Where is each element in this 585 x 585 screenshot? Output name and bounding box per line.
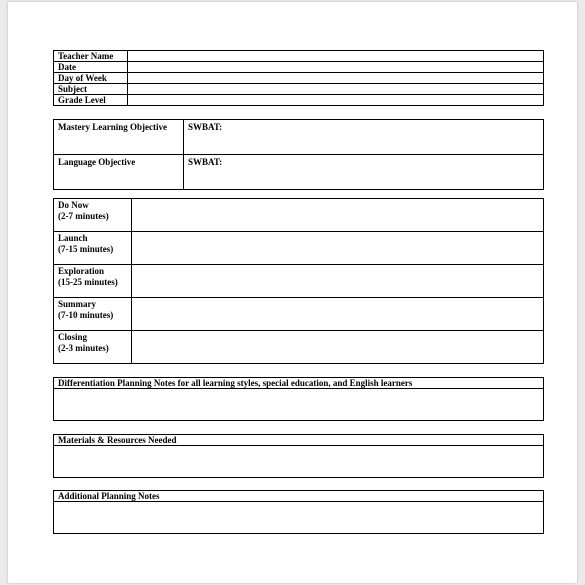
language-objective-label: Language Objective	[54, 155, 184, 190]
additional-notes-table	[53, 490, 544, 534]
language-swbat-prefix: SWBAT:	[188, 157, 223, 167]
subject-field[interactable]	[128, 84, 544, 95]
exploration-label	[54, 265, 132, 298]
launch-name: Launch	[58, 233, 88, 243]
do-now-name: Do Now	[58, 200, 89, 210]
language-objective-field[interactable]	[184, 155, 544, 190]
differentiation-notes-table	[53, 377, 544, 421]
day-of-week-field[interactable]	[128, 73, 544, 84]
materials-table	[53, 434, 544, 478]
teacher-name-label: Teacher Name	[54, 51, 128, 62]
additional-notes-field[interactable]	[54, 502, 544, 534]
do-now-duration: (2-7 minutes)	[58, 211, 109, 221]
objectives-table	[53, 119, 544, 190]
teacher-info-table	[53, 50, 544, 106]
activities-table	[53, 198, 544, 364]
date-field[interactable]	[128, 62, 544, 73]
differentiation-notes-field[interactable]	[54, 389, 544, 421]
subject-label: Subject	[54, 84, 128, 95]
lesson-plan-page	[8, 2, 577, 583]
differentiation-notes-heading: Differentiation Planning Notes for all learning styles, special education, and English learners	[54, 378, 544, 389]
launch-duration: (7-15 minutes)	[58, 244, 114, 254]
summary-duration: (7-10 minutes)	[58, 310, 114, 320]
do-now-field[interactable]	[132, 199, 544, 232]
materials-field[interactable]	[54, 446, 544, 478]
day-of-week-label: Day of Week	[54, 73, 128, 84]
materials-heading: Materials & Resources Needed	[54, 435, 544, 446]
teacher-name-field[interactable]	[128, 51, 544, 62]
launch-label	[54, 232, 132, 265]
mastery-objective-field[interactable]	[184, 120, 544, 155]
date-label: Date	[54, 62, 128, 73]
summary-field[interactable]	[132, 298, 544, 331]
exploration-duration: (15-25 minutes)	[58, 277, 118, 287]
mastery-objective-label: Mastery Learning Objective	[54, 120, 184, 155]
summary-name: Summary	[58, 299, 96, 309]
closing-label	[54, 331, 132, 364]
mastery-swbat-prefix: SWBAT:	[188, 122, 223, 132]
exploration-name: Exploration	[58, 266, 105, 276]
closing-name: Closing	[58, 332, 88, 342]
grade-level-field[interactable]	[128, 95, 544, 106]
closing-duration: (2-3 minutes)	[58, 343, 109, 353]
summary-label	[54, 298, 132, 331]
exploration-field[interactable]	[132, 265, 544, 298]
additional-notes-heading: Additional Planning Notes	[54, 491, 544, 502]
do-now-label	[54, 199, 132, 232]
grade-level-label: Grade Level	[54, 95, 128, 106]
launch-field[interactable]	[132, 232, 544, 265]
closing-field[interactable]	[132, 331, 544, 364]
